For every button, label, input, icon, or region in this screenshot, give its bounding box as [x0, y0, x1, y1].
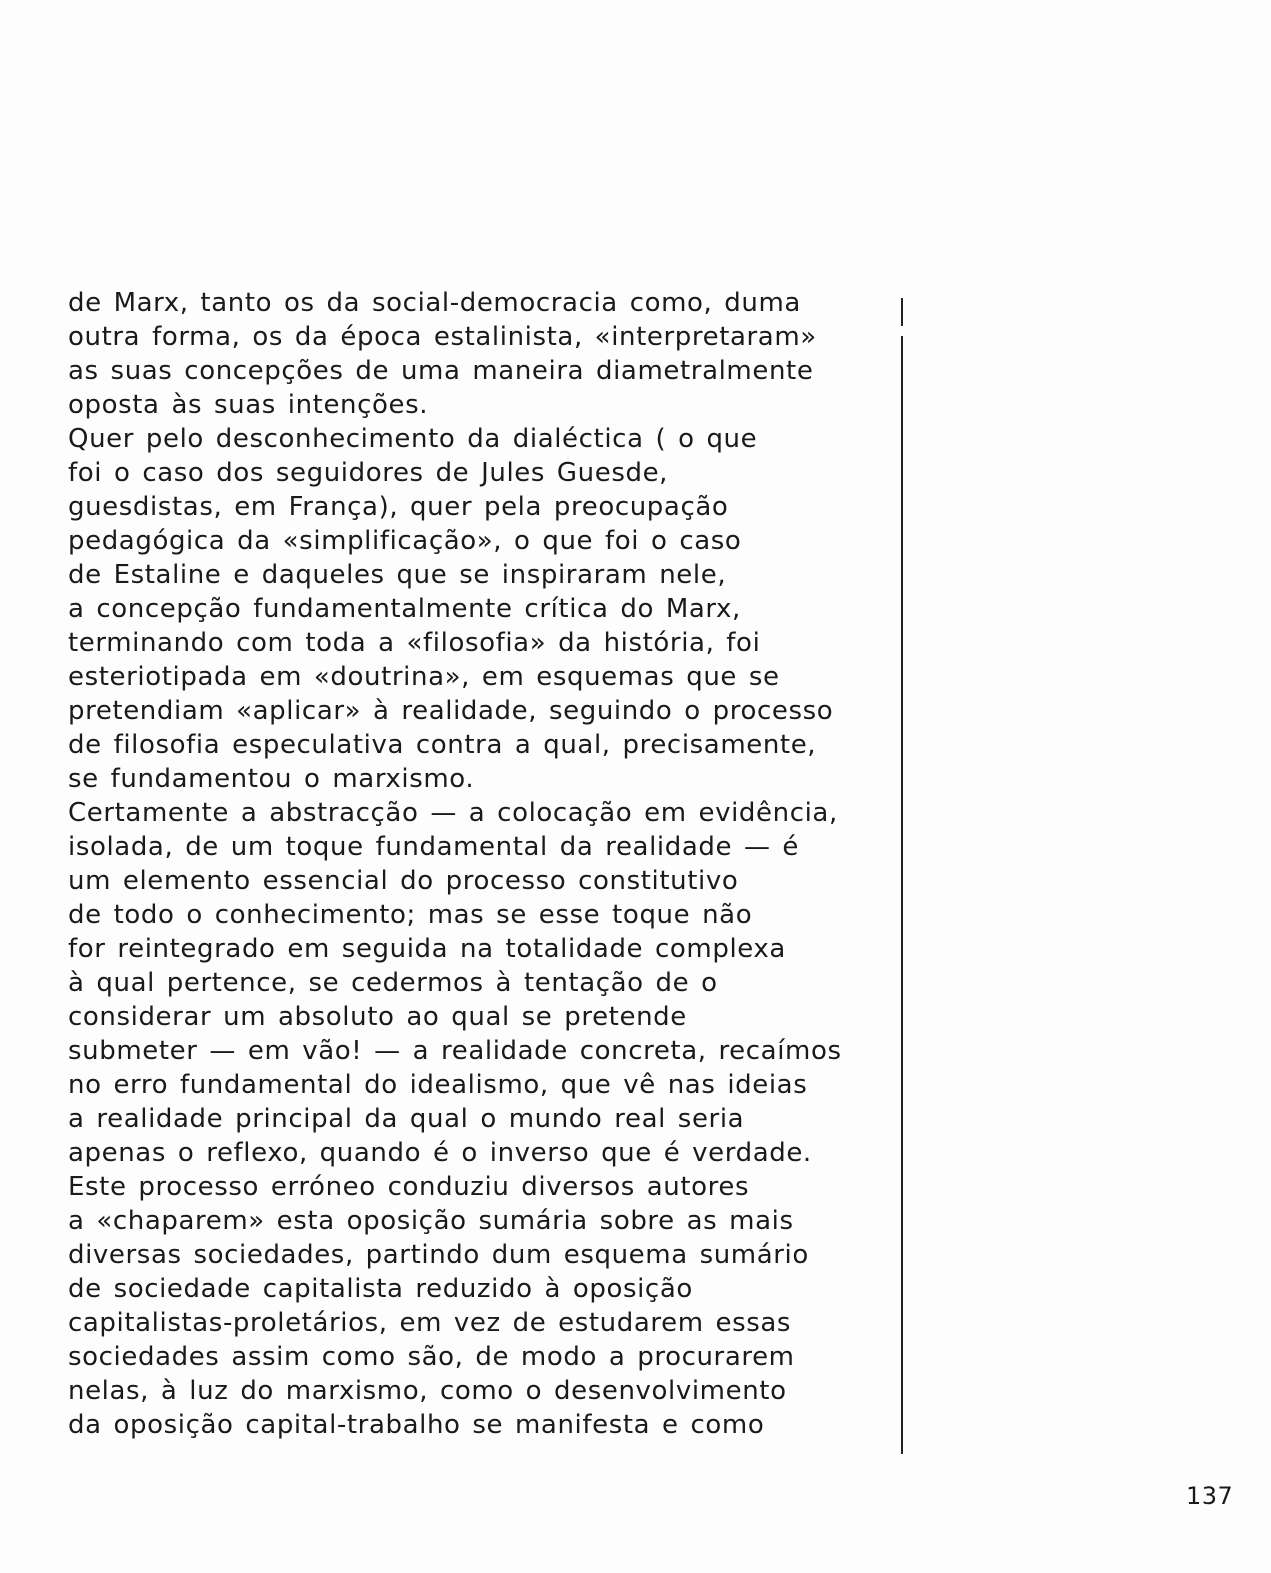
page-number: 137 [1186, 1482, 1234, 1510]
text-line: de filosofia especulativa contra a qual, precisamente, [68, 730, 817, 760]
text-line: foi o caso dos seguidores de Jules Guesde, [68, 458, 669, 488]
text-line: da oposição capital-trabalho se manifesta e como [68, 1410, 765, 1440]
text-line: submeter — em vão! — a realidade concreta, recaímos [68, 1036, 842, 1066]
text-line: capitalistas-proletários, em vez de estudarem essas [68, 1308, 792, 1338]
margin-rule [901, 336, 903, 1454]
text-line: sociedades assim como são, de modo a procurarem [68, 1342, 795, 1372]
text-line: as suas concepções de uma maneira diametralmente [68, 356, 814, 386]
text-line: apenas o reflexo, quando é o inverso que é verdade. [68, 1138, 812, 1168]
text-line: for reintegrado em seguida na totalidade complexa [68, 934, 786, 964]
text-line: se fundamentou o marxismo. [68, 764, 475, 794]
text-line: nelas, à luz do marxismo, como o desenvolvimento [68, 1376, 787, 1406]
text-line: um elemento essencial do processo constitutivo [68, 866, 739, 896]
text-line: de Marx, tanto os da social-democracia como, duma [68, 288, 801, 318]
text-line: outra forma, os da época estalinista, «interpretaram» [68, 322, 817, 352]
text-line: Quer pelo desconhecimento da dialéctica ( o que [68, 424, 758, 454]
text-line: Certamente a abstracção — a colocação em evidência, [68, 798, 838, 828]
text-line: de todo o conhecimento; mas se esse toque não [68, 900, 753, 930]
text-line: de Estaline e daqueles que se inspiraram nele, [68, 560, 727, 590]
text-line: isolada, de um toque fundamental da realidade — é [68, 832, 799, 862]
text-line: no erro fundamental do idealismo, que vê nas ideias [68, 1070, 808, 1100]
text-line: diversas sociedades, partindo dum esquema sumário [68, 1240, 809, 1270]
text-line: oposta às suas intenções. [68, 390, 429, 420]
text-line: pretendiam «aplicar» à realidade, seguindo o processo [68, 696, 834, 726]
text-line: de sociedade capitalista reduzido à oposição [68, 1274, 693, 1304]
text-line: terminando com toda a «filosofia» da história, foi [68, 628, 761, 658]
text-line: esteriotipada em «doutrina», em esquemas que se [68, 662, 780, 692]
text-line: pedagógica da «simplificação», o que foi o caso [68, 526, 742, 556]
text-line: a concepção fundamentalmente crítica do Marx, [68, 594, 741, 624]
text-line: a realidade principal da qual o mundo real seria [68, 1104, 745, 1134]
margin-rule-top [901, 298, 903, 326]
text-line: guesdistas, em França), quer pela preocupação [68, 492, 729, 522]
text-line: a «chaparem» esta oposição sumária sobre as mais [68, 1206, 794, 1236]
text-line: Este processo erróneo conduziu diversos autores [68, 1172, 750, 1202]
text-line: considerar um absoluto ao qual se pretende [68, 1002, 687, 1032]
text-line: à qual pertence, se cedermos à tentação de o [68, 968, 718, 998]
